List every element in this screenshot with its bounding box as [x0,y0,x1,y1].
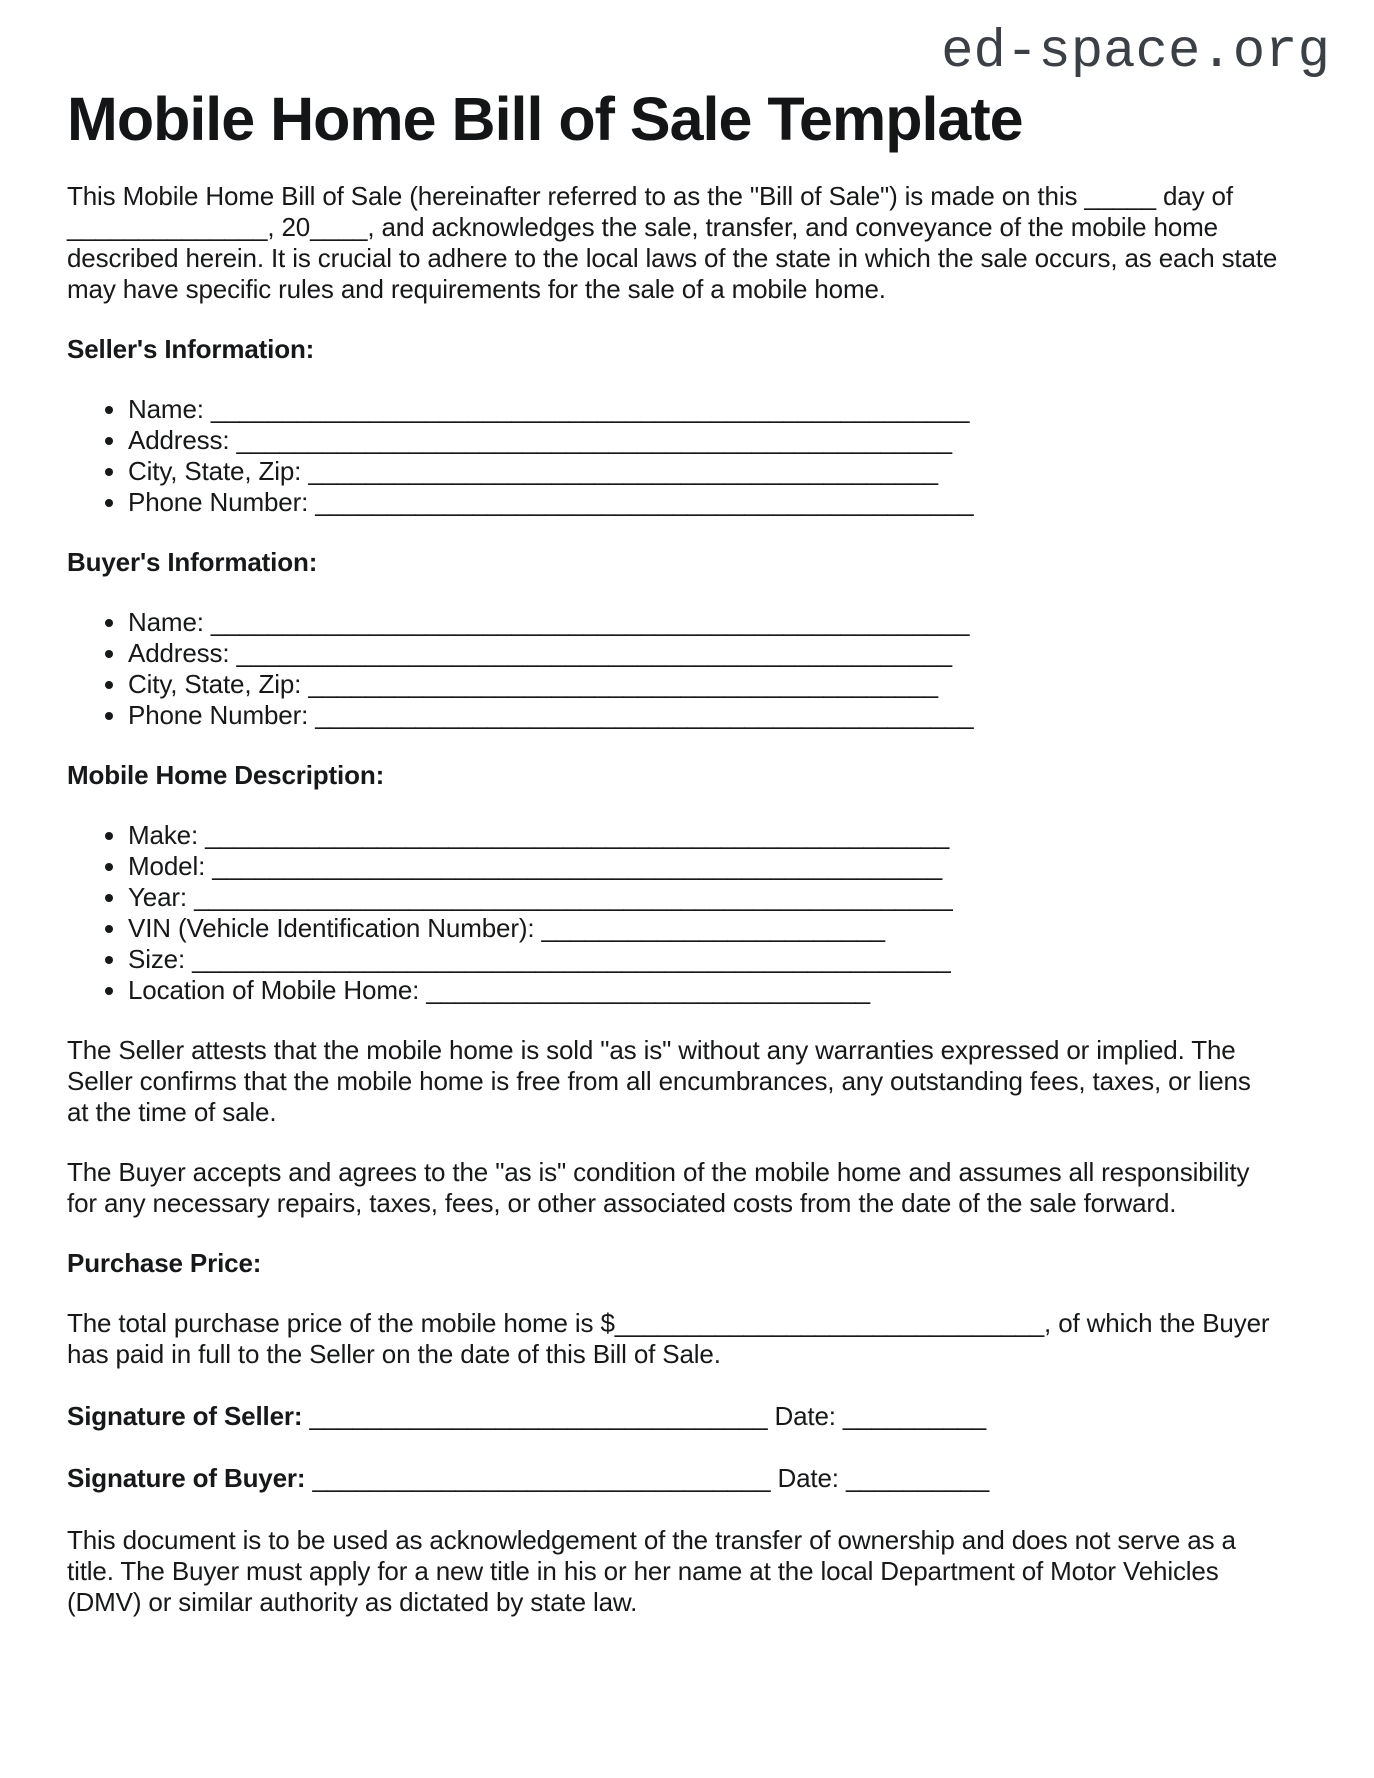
home-year-line: • Year: _____________________________________________________ [128,882,1279,913]
seller-signature-line: ________________________________ Date: __________ [302,1401,987,1431]
seller-name-line: • Name: _____________________________________________________ [128,394,1279,425]
buyer-phone-line: • Phone Number: ______________________________________________ [128,700,1279,731]
purchase-price-heading: Purchase Price: [67,1248,262,1278]
document-header [67,22,1330,83]
home-make-line: • Make: ____________________________________________________ [128,820,1279,851]
buyer-info-heading: Buyer's Information: [67,547,318,577]
seller-attestation-paragraph: The Seller attests that the mobile home is sold "as is" without any warranties expressed or implied. The Seller confirms that the mobile home is free from all encumbrances, any outstanding fees, taxes, or liens at the time of sale. [67,1035,1251,1127]
seller-phone-line: • Phone Number: ______________________________________________ [128,487,1279,518]
purchase-price-paragraph: The total purchase price of the mobile home is $______________________________, of which the Buyer has paid in full to the Seller on the date of this Bill of Sale. [67,1308,1270,1369]
footer-disclaimer-paragraph: This document is to be used as acknowledgement of the transfer of ownership and does not serve as a title. The Buyer must apply for a new title in his or her name at the local Department of Motor Vehicles (DMV) or similar authority as dictated by state law. [67,1525,1236,1617]
buyer-city-state-zip-line: • City, State, Zip: ____________________________________________ [128,669,1279,700]
home-location-line: • Location of Mobile Home: _______________________________ [128,975,1279,1006]
seller-city-state-zip-line: • City, State, Zip: ____________________________________________ [128,456,1279,487]
intro-paragraph: This Mobile Home Bill of Sale (hereinafter referred to as the "Bill of Sale") is made on this _____ day of ______________, 20____, and acknowledges the sale, transfer, and conveyance of the mobile home described herein. It is crucial to adhere to the local laws of the state in which the sale occurs, as each state may have specific rules and requirements for the sale of a mobile home. [67,181,1278,304]
buyer-signature-line: ________________________________ Date: __________ [305,1463,990,1493]
seller-signature-label: Signature of Seller: [67,1401,303,1431]
home-description-heading: Mobile Home Description: [67,760,385,790]
seller-address-line: • Address: __________________________________________________ [128,425,1279,456]
home-size-line: • Size: _____________________________________________________ [128,944,1279,975]
buyer-acceptance-paragraph: The Buyer accepts and agrees to the "as is" condition of the mobile home and assumes all responsibility for any necessary repairs, taxes, fees, or other associated costs from the date of the sale forward. [67,1157,1250,1218]
seller-signature-row [67,1401,1279,1432]
seller-info-heading: Seller's Information: [67,334,315,364]
home-description-list [67,820,1279,1006]
buyer-signature-row [67,1463,1279,1494]
buyer-signature-label: Signature of Buyer: [67,1463,306,1493]
document-title: Mobile Home Bill of Sale Template [67,85,1023,153]
home-model-line: • Model: ___________________________________________________ [128,851,1279,882]
document-body [67,181,1279,1618]
buyer-address-line: • Address: __________________________________________________ [128,638,1279,669]
home-vin-line: • VIN (Vehicle Identification Number): ________________________ [128,913,1279,944]
site-logo: ed-space.org [941,22,1330,83]
seller-info-list [67,394,1279,518]
buyer-name-line: • Name: _____________________________________________________ [128,607,1279,638]
buyer-info-list [67,607,1279,731]
